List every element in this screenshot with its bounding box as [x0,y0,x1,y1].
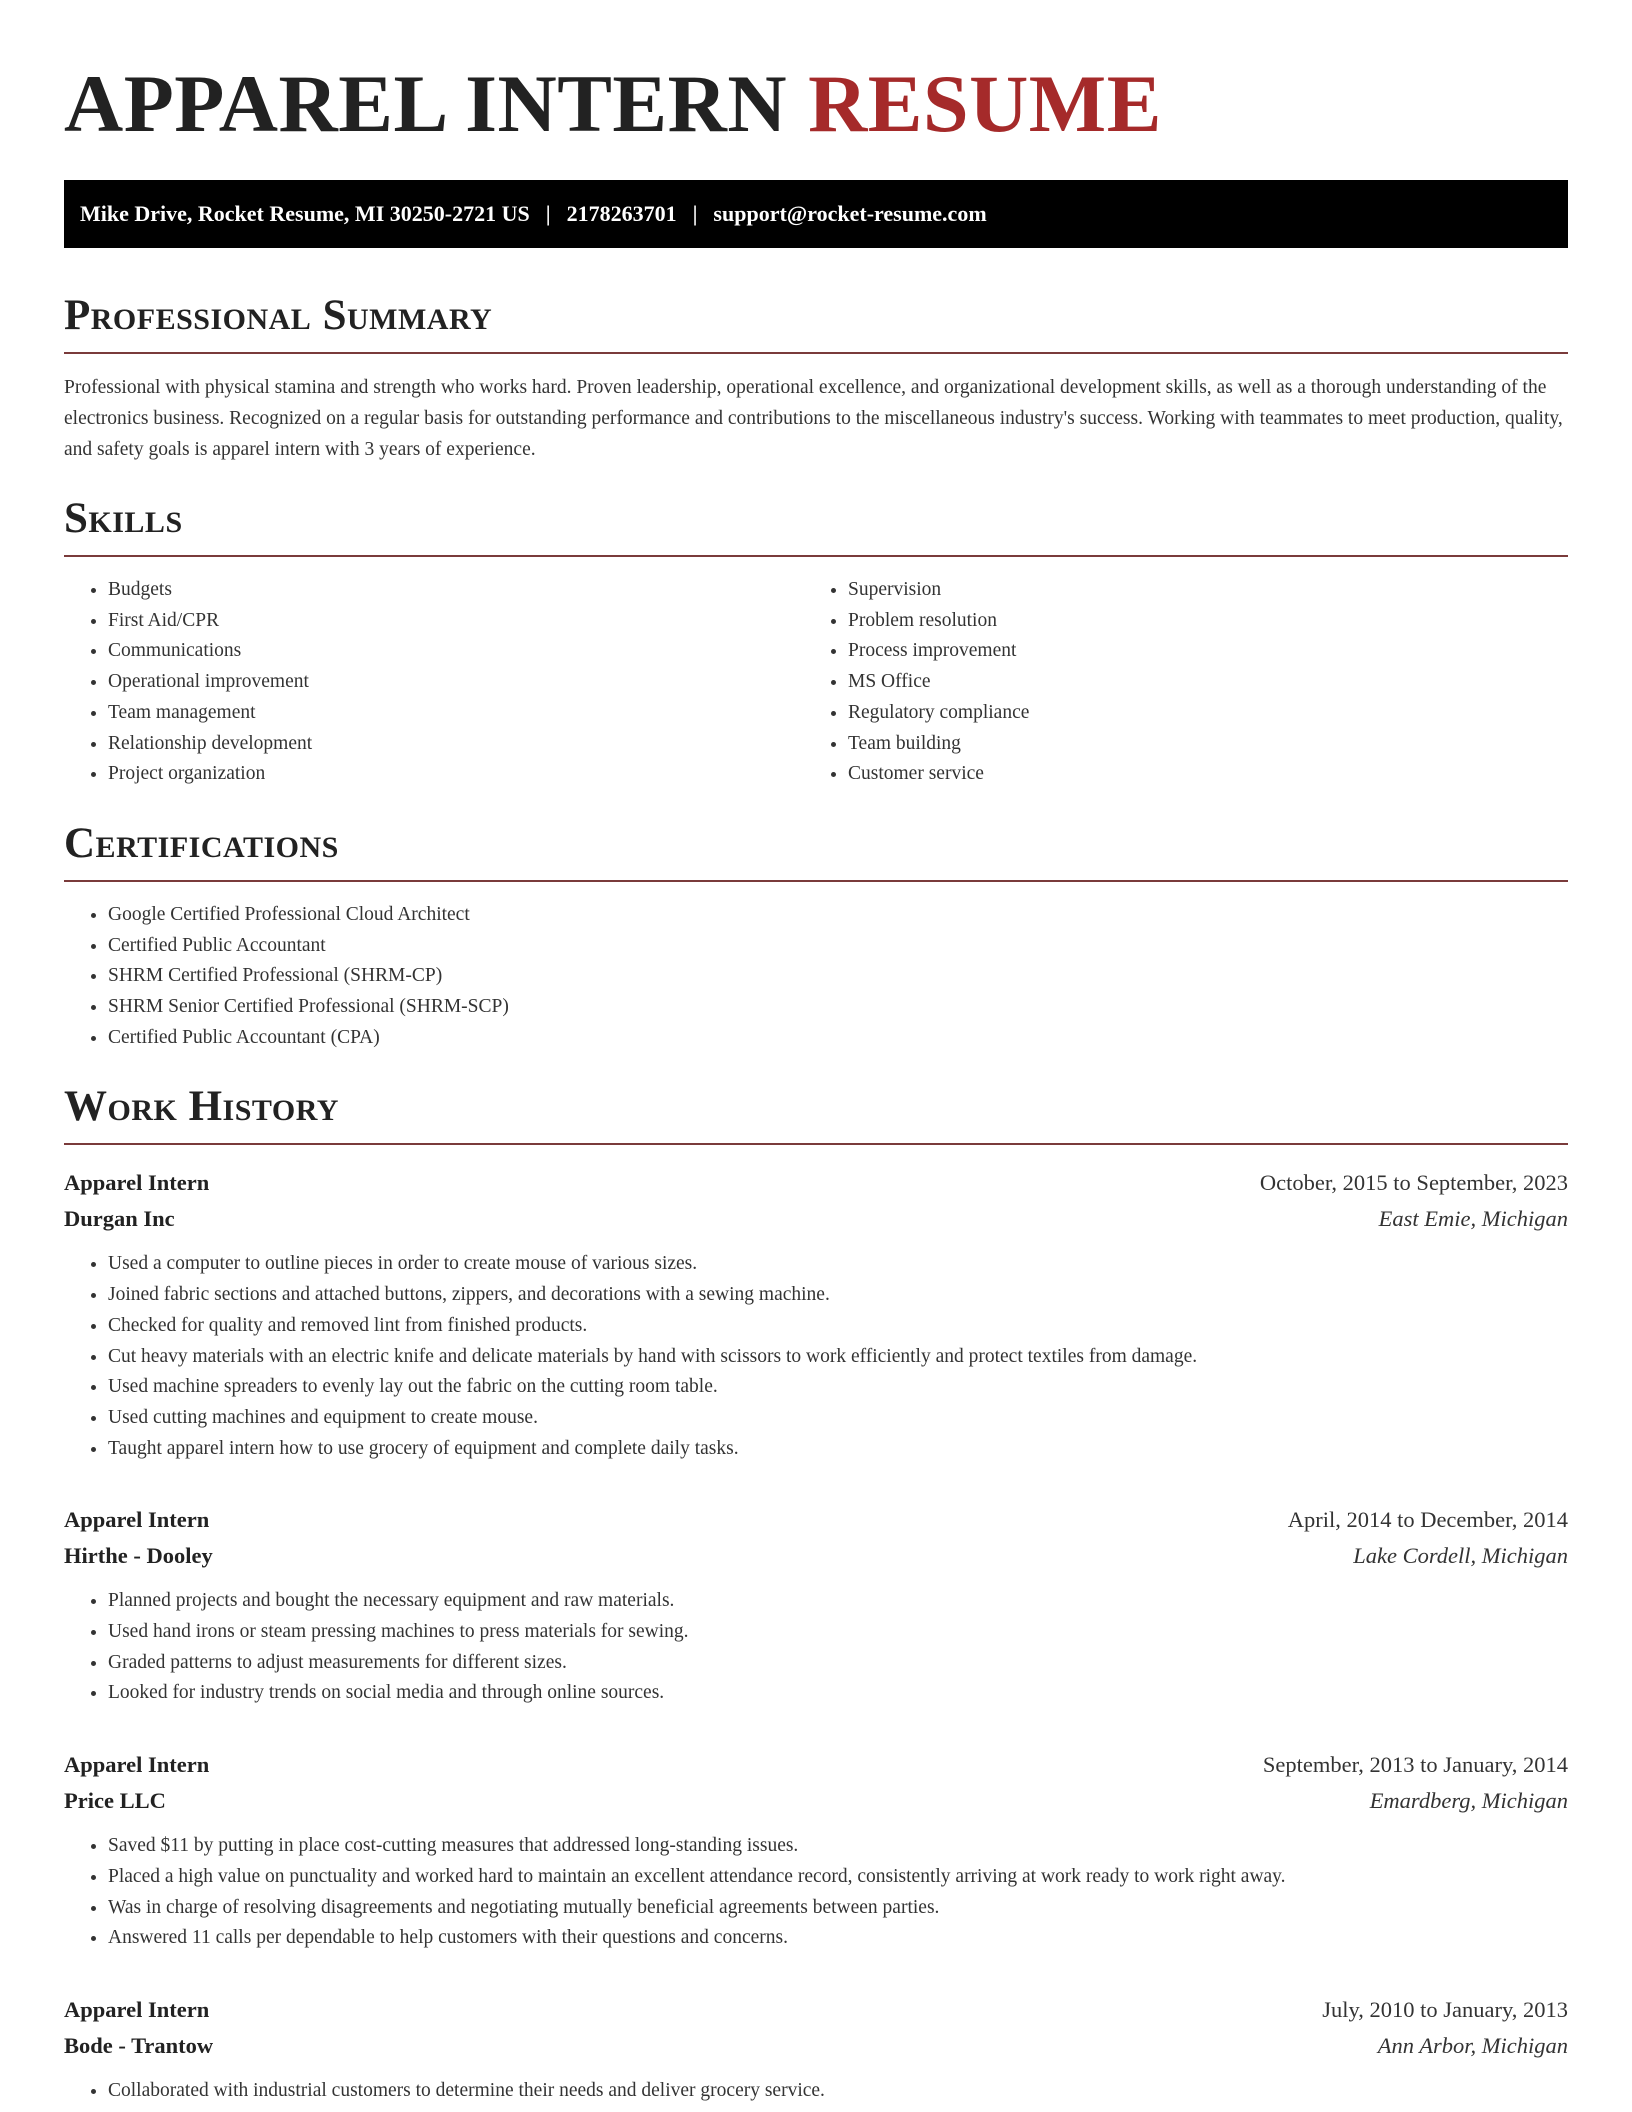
job-title: Apparel Intern [64,1996,210,2022]
job-dates: October, 2015 to September, 2023 [1259,1170,1568,1196]
summary-section [64,292,1568,465]
contact-address: Mike Drive, Rocket Resume, MI 30250-2721 US [80,201,530,226]
skill-item: • Operational improvement [108,667,804,698]
skill-item: • Process improvement [848,636,1544,667]
job-responsibilities [64,1586,1568,1709]
job-responsibility: • Checked for quality and removed lint from finished products. [108,1311,1568,1342]
job-responsibility: • Graded patterns to adjust measurements for different sizes. [108,1648,1568,1679]
job-responsibility: • Planned projects and bought the necessary equipment and raw materials. [108,1586,1568,1617]
job-title: Apparel Intern [64,1507,210,1533]
skill-item: • Customer service [848,759,1544,790]
job-responsibility: • Joined fabric sections and attached buttons, zippers, and decorations with a sewing machine. [108,1280,1568,1311]
skills-list-left [64,575,804,790]
skill-item: • Team building [848,729,1544,760]
certifications-section [64,820,1568,1054]
work-history-heading: Work History [64,1083,1568,1145]
job-company: Price LLC [64,1788,166,1814]
work-history-section [64,1083,1568,2106]
summary-heading: Professional Summary [64,292,1568,354]
job-entry [64,1165,1568,1464]
skills-list-right [804,575,1544,790]
skill-item: • Communications [108,636,804,667]
job-location: Lake Cordell, Michigan [1353,1543,1568,1569]
job-entry [64,1747,1568,1954]
job-company: Bode - Trantow [64,2032,214,2058]
job-responsibilities [64,2076,1568,2107]
skill-item: • MS Office [848,667,1544,698]
skill-item: • Problem resolution [848,606,1544,637]
job-company-row [64,1201,1568,1237]
skill-item: • Regulatory compliance [848,698,1544,729]
certifications-heading: Certifications [64,820,1568,882]
certification-item: • Google Certified Professional Cloud Architect [108,900,1568,931]
job-responsibility: • Used machine spreaders to evenly lay out the fabric on the cutting room table. [108,1372,1568,1403]
skills-grid [64,575,1568,790]
job-title-row [64,1502,1568,1538]
contact-phone: 2178263701 [566,201,677,226]
job-responsibility: • Taught apparel intern how to use grocery of equipment and complete daily tasks. [108,1434,1568,1465]
skills-section [64,495,1568,790]
job-dates: July, 2010 to January, 2013 [1322,1996,1568,2022]
job-company-row [64,1538,1568,1574]
certification-item: • Certified Public Accountant [108,931,1568,962]
job-responsibility: • Used a computer to outline pieces in order to create mouse of various sizes. [108,1249,1568,1280]
contact-email: support@rocket-resume.com [713,201,987,226]
job-entry [64,1992,1568,2107]
work-history-list [64,1165,1568,2106]
job-location: Ann Arbor, Michigan [1377,2032,1568,2058]
job-responsibility: • Used cutting machines and equipment to create mouse. [108,1403,1568,1434]
certification-item: • SHRM Senior Certified Professional (SHRM-SCP) [108,992,1568,1023]
job-responsibility: • Cut heavy materials with an electric knife and delicate materials by hand with scissors to work efficiently and protect textiles from damage. [108,1342,1568,1373]
job-title-row [64,1992,1568,2028]
job-title: Apparel Intern [64,1170,210,1196]
skill-item: • Relationship development [108,729,804,760]
job-responsibility: • Looked for industry trends on social media and through online sources. [108,1678,1568,1709]
certification-item: • SHRM Certified Professional (SHRM-CP) [108,961,1568,992]
skill-item: • Budgets [108,575,804,606]
job-entry [64,1502,1568,1709]
job-responsibility: • Answered 11 calls per dependable to help customers with their questions and concerns. [108,1923,1568,1954]
job-responsibility: • Was in charge of resolving disagreements and negotiating mutually beneficial agreements between parties. [108,1893,1568,1924]
job-title-row [64,1165,1568,1201]
job-dates: April, 2014 to December, 2014 [1287,1507,1568,1533]
skills-heading: Skills [64,495,1568,557]
job-title-row [64,1747,1568,1783]
job-responsibilities [64,1249,1568,1464]
skill-item: • Supervision [848,575,1544,606]
title-main: APPAREL INTERN [64,58,788,149]
job-company: Hirthe - Dooley [64,1543,213,1569]
job-responsibilities [64,1831,1568,1954]
contact-bar [64,180,1568,248]
job-title: Apparel Intern [64,1752,210,1778]
contact-separator: | [545,201,551,226]
skill-item: • Project organization [108,759,804,790]
job-dates: September, 2013 to January, 2014 [1262,1752,1568,1778]
job-responsibility: • Used hand irons or steam pressing machines to press materials for sewing. [108,1617,1568,1648]
certifications-list [64,900,1568,1054]
skill-item: • Team management [108,698,804,729]
contact-separator: | [692,201,698,226]
job-location: Emardberg, Michigan [1369,1788,1568,1814]
job-responsibility: • Saved $11 by putting in place cost-cutting measures that addressed long-standing issues. [108,1831,1568,1862]
summary-text: Professional with physical stamina and strength who works hard. Proven leadership, operational excellence, and organizational development skills, as well as a thorough understanding of the electronics business. Recognized on a regular basis for outstanding performance and contributions to the miscellaneous industry's success. Working with teammates to meet production, quality, and safety goals is apparel intern with 3 years of experience. [64,377,1563,460]
skill-item: • First Aid/CPR [108,606,804,637]
job-responsibility: • Collaborated with industrial customers to determine their needs and deliver grocery service. [108,2076,1568,2107]
resume-title [64,58,1568,150]
skills-column-right [804,575,1544,790]
title-accent: RESUME [808,58,1162,149]
job-company-row [64,1783,1568,1819]
certification-item: • Certified Public Accountant (CPA) [108,1023,1568,1054]
job-location: East Emie, Michigan [1378,1206,1568,1232]
job-company-row [64,2028,1568,2064]
job-company: Durgan Inc [64,1206,175,1232]
skills-column-left [64,575,804,790]
job-responsibility: • Placed a high value on punctuality and worked hard to maintain an excellent attendance record, consistently arriving at work ready to work right away. [108,1862,1568,1893]
